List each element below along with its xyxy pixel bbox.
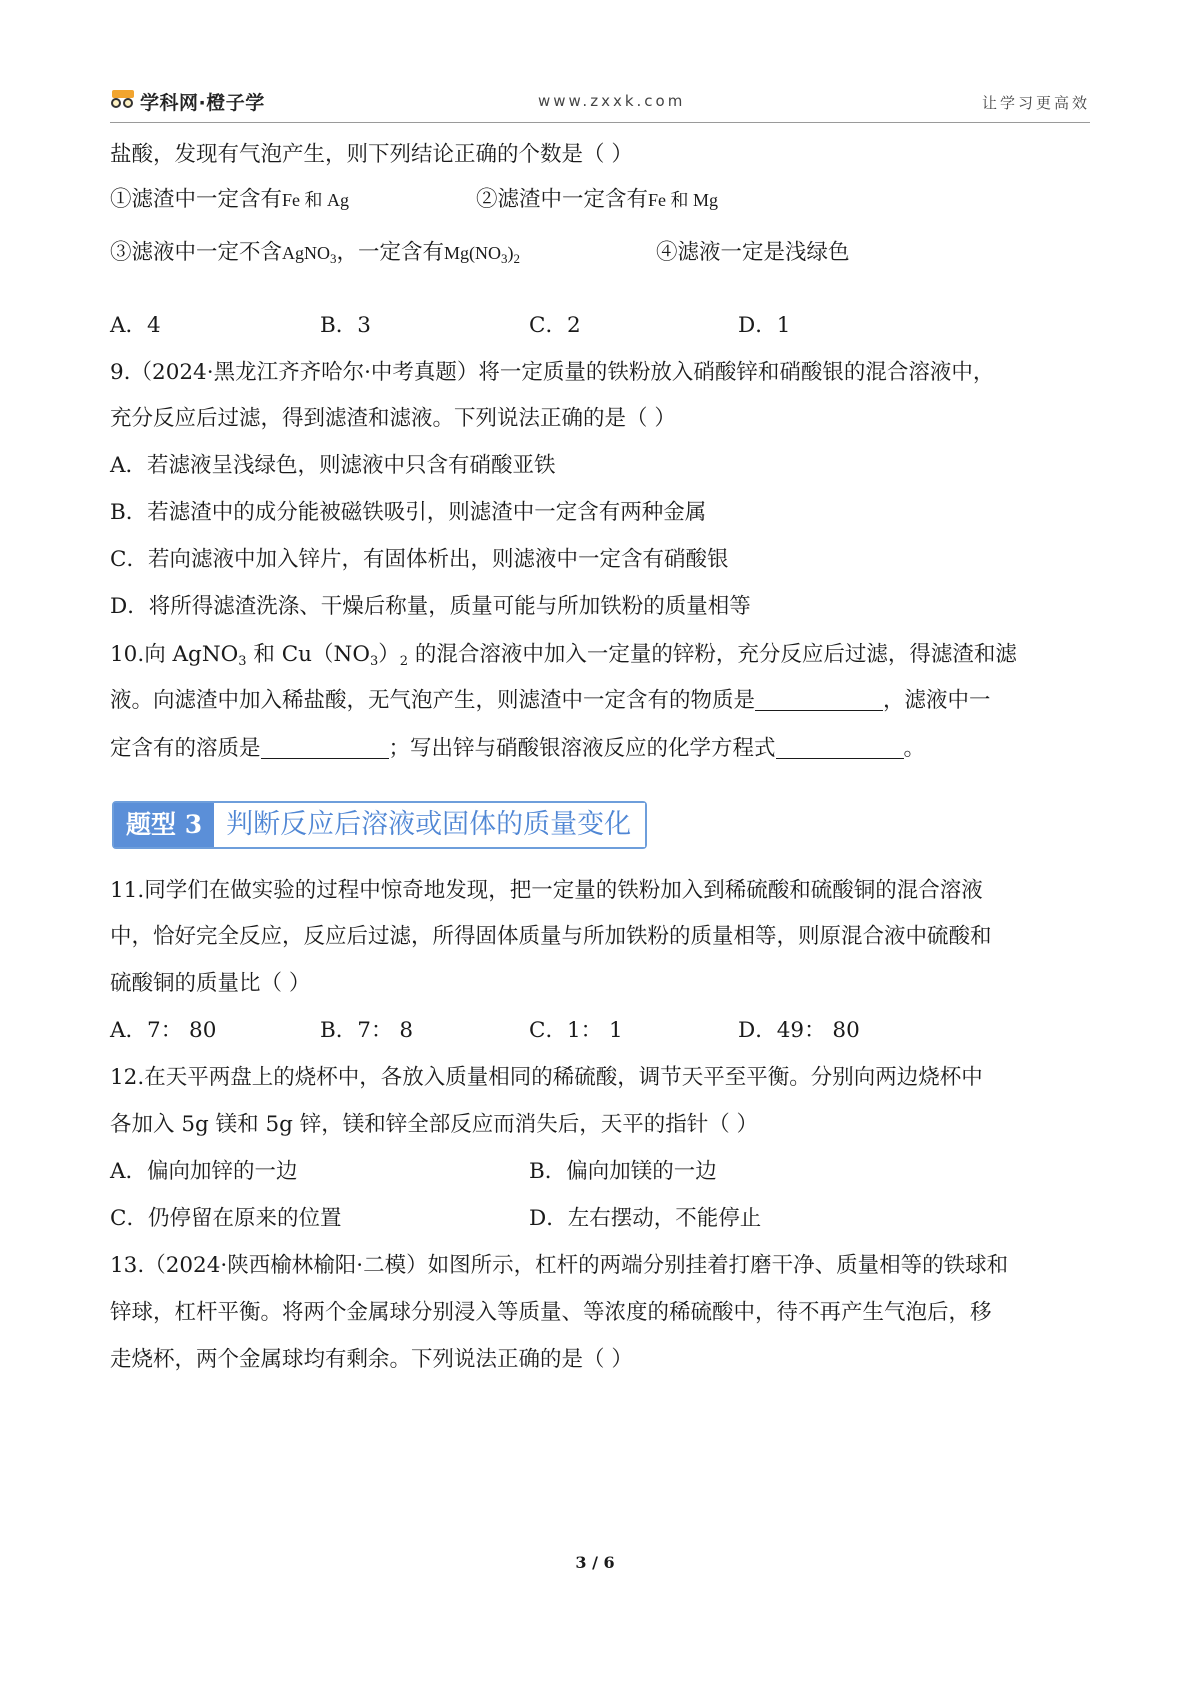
answer-blank-2[interactable] [261, 736, 389, 759]
section-title: 判断反应后溶液或固体的质量变化 [214, 803, 645, 847]
section-tag: 题型 3 [114, 803, 214, 847]
q12-option-b: B．偏向加镁的一边 [529, 1159, 717, 1184]
q11-option-a: A．7： 80 [110, 1018, 217, 1043]
q11-option-b: B．7： 8 [320, 1018, 413, 1043]
q13-stem-line-1: 13.（2024·陕西榆林榆阳·二模）如图所示，杠杆的两端分别挂着打磨干净、质量相等的铁球和 [110, 1253, 1009, 1278]
q9-stem-line-2: 充分反应后过滤，得到滤渣和滤液。下列说法正确的是（ ） [110, 406, 676, 431]
answer-blank-3[interactable] [776, 736, 904, 759]
q10-line-1: 10.向 AgNO$_3$ 和 $Cu(NO_3)_2$ 的混合溶液中加入一定量的锌粉，充分反应后过滤，得滤渣和滤 [110, 642, 1017, 669]
q11-stem-line-3: 硫酸铜的质量比（ ） [110, 971, 311, 996]
q9-option-a: A．若滤液呈浅绿色，则滤液中只含有硝酸亚铁 [110, 453, 556, 478]
q8-option-b: B．3 [320, 313, 371, 338]
q9-stem-line-1: 9.（2024·黑龙江齐齐哈尔·中考真题）将一定质量的铁粉放入硝酸锌和硝酸银的混合溶液中， [110, 360, 995, 385]
q12-option-c: C．仍停留在原来的位置 [110, 1206, 342, 1231]
q9-option-d: D．将所得滤渣洗涤、干燥后称量，质量可能与所加铁粉的质量相等 [110, 594, 751, 619]
header-divider [110, 122, 1090, 123]
q8-statement-2: ②滤渣中一定含有Fe 和 Mg [476, 187, 719, 212]
q11-option-d: D．49： 80 [738, 1018, 860, 1043]
page-header [110, 86, 1090, 122]
q9-option-b: B．若滤渣中的成分能被磁铁吸引，则滤渣中一定含有两种金属 [110, 500, 707, 525]
q12-stem-line-1: 12.在天平两盘上的烧杯中，各放入质量相同的稀硫酸，调节天平至平衡。分别向两边烧杯中 [110, 1065, 983, 1090]
site-url: www.zxxk.com [538, 92, 686, 110]
q13-stem-line-2: 锌球，杠杆平衡。将两个金属球分别浸入等质量、等浓度的稀硫酸中，待不再产生气泡后，移 [110, 1300, 992, 1325]
q13-stem-line-3: 走烧杯，两个金属球均有剩余。下列说法正确的是（ ） [110, 1347, 633, 1372]
answer-blank-1[interactable] [755, 688, 883, 711]
q8-option-a: A．4 [110, 313, 161, 338]
q8-option-c: C．2 [529, 313, 581, 338]
q10-line-2: 液。向滤渣中加入稀盐酸，无气泡产生，则滤渣中一定含有的物质是 ，滤液中一 [110, 688, 991, 713]
section-banner [112, 801, 647, 849]
q11-option-c: C．1： 1 [529, 1018, 623, 1043]
q11-stem-line-2: 中，恰好完全反应，反应后过滤，所得固体质量与所加铁粉的质量相等，则原混合液中硫酸和 [110, 924, 992, 949]
q12-stem-line-2: 各加入 5g 镁和 5g 锌，镁和锌全部反应而消失后，天平的指针（ ） [110, 1112, 759, 1137]
logo-text: 学科网·橙子学 [140, 91, 265, 114]
q8-option-d: D．1 [738, 313, 791, 338]
q11-stem-line-1: 11.同学们在做实验的过程中惊奇地发现，把一定量的铁粉加入到稀硫酸和硫酸铜的混合溶液 [110, 878, 983, 903]
q8-statement-1: ①滤渣中一定含有Fe 和 Ag [110, 187, 350, 212]
q9-option-c: C．若向滤液中加入锌片，有固体析出，则滤液中一定含有硝酸银 [110, 547, 729, 572]
q8-statement-4: ④滤液一定是浅绿色 [656, 240, 850, 265]
q12-option-d: D．左右摆动，不能停止 [529, 1206, 762, 1231]
logo-owl-icon [110, 90, 136, 112]
slogan: 让学习更高效 [981, 94, 1090, 112]
q8-statement-3: ③滤液中一定不含AgNO$_3$，一定含有$Mg(NO_3)_2$ [110, 240, 521, 266]
q8-stem: 盐酸，发现有气泡产生，则下列结论正确的个数是（ ） [110, 142, 633, 167]
q12-option-a: A．偏向加锌的一边 [110, 1159, 298, 1184]
q10-line-3: 定含有的溶质是 ；写出锌与硝酸银溶液反应的化学方程式 。 [110, 736, 926, 761]
page-number: 3 / 6 [575, 1553, 615, 1572]
logo [110, 86, 265, 116]
